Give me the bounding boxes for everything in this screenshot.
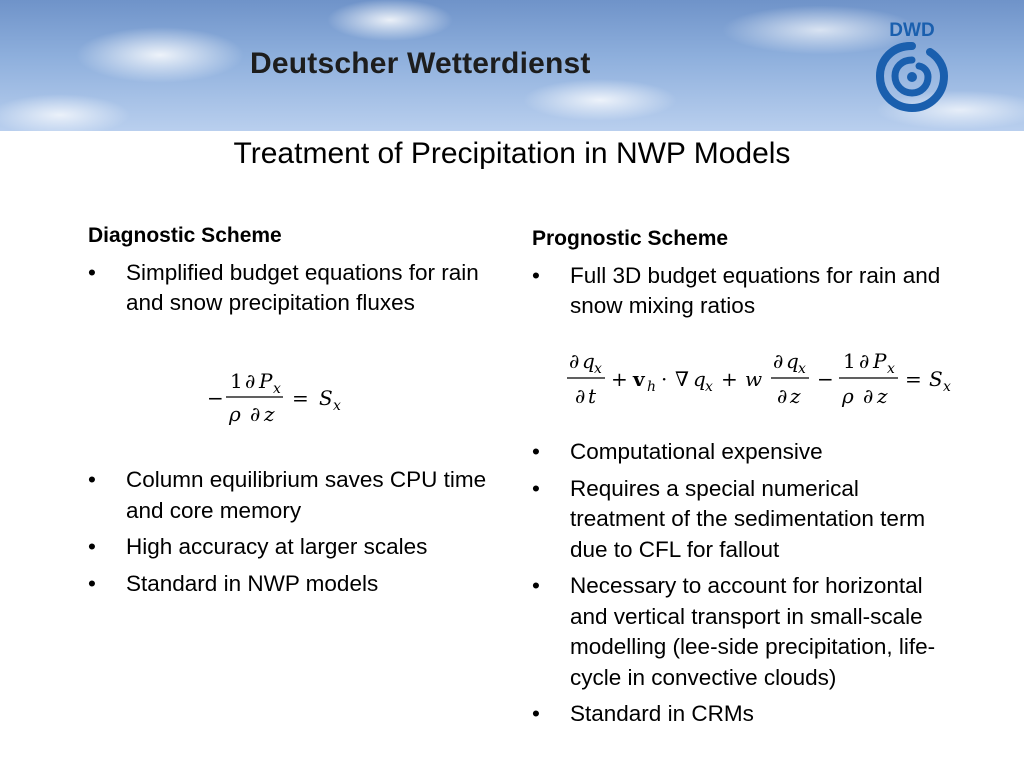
diagnostic-column-lower xyxy=(88,465,488,605)
eq-x-sub: x xyxy=(798,361,806,377)
eq-partial: ∂ xyxy=(777,384,788,408)
list-item: • Necessary to account for horizontal and vertical transport in small-scale modelling (lee-side precipitation, life-cycle in convective clouds) xyxy=(532,571,940,693)
diagnostic-column xyxy=(88,221,488,325)
list-item: • Full 3D budget equations for rain and snow mixing ratios xyxy=(532,261,962,322)
list-item: • Standard in CRMs xyxy=(532,699,962,730)
eq-z: z xyxy=(877,384,888,408)
eq-q: q xyxy=(786,349,799,373)
eq-S-x-sub: x xyxy=(333,398,341,414)
diagnostic-bullets-bottom xyxy=(88,465,488,599)
eq-partial: ∂ xyxy=(773,349,784,373)
prognostic-column-lower xyxy=(532,437,962,736)
prognostic-bullets-top xyxy=(532,261,962,322)
eq-one: 1 xyxy=(843,349,856,373)
eq-t: t xyxy=(588,384,597,408)
dwd-logo-icon xyxy=(874,16,950,114)
eq-equals: = xyxy=(292,386,309,410)
eq-z: z xyxy=(790,384,801,408)
eq-P: P xyxy=(873,349,887,373)
eq-q: q xyxy=(693,367,706,391)
logo-text: DWD xyxy=(889,20,935,41)
prognostic-column xyxy=(532,224,962,328)
eq-h-sub: h xyxy=(647,379,657,395)
eq-P: P xyxy=(259,369,273,393)
prognostic-equation xyxy=(567,345,967,411)
list-item: • Standard in NWP models xyxy=(88,569,488,600)
list-item: • Column equilibrium saves CPU time and core memory xyxy=(88,465,488,526)
eq-nabla: ∇ xyxy=(675,367,689,391)
eq-rho: ρ xyxy=(229,402,241,426)
eq-partial: ∂ xyxy=(863,384,874,408)
eq-plus: + xyxy=(721,367,738,391)
header-banner xyxy=(0,0,1024,131)
slide-title: Treatment of Precipitation in NWP Models xyxy=(233,137,791,170)
eq-partial: ∂ xyxy=(859,349,870,373)
eq-partial: ∂ xyxy=(575,384,586,408)
eq-equals: = xyxy=(905,367,922,391)
prognostic-heading: Prognostic Scheme xyxy=(532,227,729,250)
eq-rho: ρ xyxy=(842,384,854,408)
list-item: • High accuracy at larger scales xyxy=(88,532,488,563)
eq-dot: · xyxy=(661,367,668,391)
eq-x-sub: x xyxy=(943,379,951,395)
eq-partial: ∂ xyxy=(569,349,580,373)
eq-x-sub: x xyxy=(273,381,281,397)
diagnostic-equation xyxy=(207,365,367,429)
eq-x-sub: x xyxy=(705,379,713,395)
eq-plus: + xyxy=(611,367,628,391)
eq-v: v xyxy=(633,367,645,391)
list-item: • Requires a special numerical treatment of the sedimentation term due to CFL for fallout xyxy=(532,474,930,566)
eq-partial-top: ∂ xyxy=(245,369,256,393)
eq-S: S xyxy=(319,386,333,410)
eq-w: w xyxy=(745,367,763,391)
eq-partial-bottom: ∂ xyxy=(250,402,261,426)
eq-z: z xyxy=(264,402,275,426)
prognostic-bullets-bottom xyxy=(532,437,962,730)
eq-q: q xyxy=(582,349,595,373)
diagnostic-bullets-top xyxy=(88,258,488,319)
eq-one: 1 xyxy=(230,369,243,393)
diagnostic-heading: Diagnostic Scheme xyxy=(88,224,282,247)
eq-S: S xyxy=(929,367,943,391)
eq-x-sub: x xyxy=(887,361,895,377)
eq-x-sub: x xyxy=(594,361,602,377)
eq-minus: − xyxy=(817,367,834,391)
list-item: • Computational expensive xyxy=(532,437,962,468)
eq-minus: − xyxy=(207,386,224,410)
brand-name: Deutscher Wetterdienst xyxy=(250,47,591,80)
list-item: • Simplified budget equations for rain and snow precipitation fluxes xyxy=(88,258,488,319)
